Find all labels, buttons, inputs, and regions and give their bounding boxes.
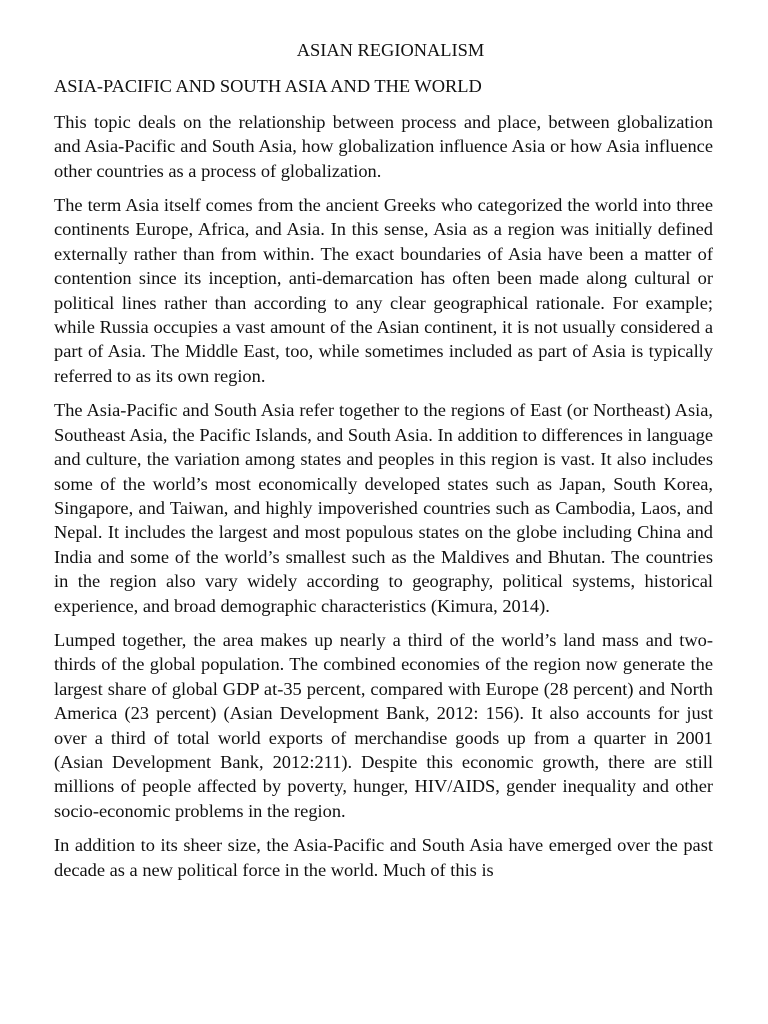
paragraph-economy: Lumped together, the area makes up nearly a third of the world’s land mass and two-thirds of the global population. The combined economies of the region now generate the largest share of global GDP at-35 percent, compared with Europe (28 percent) and North America (23 percent) (Asian Development Bank, 2012: 156). It also accounts for just over a third of total world exports of merchandise goods up from a quarter in 2001 (Asian Development Bank, 2012:211). Despite this economic growth, there are still millions of people affected by poverty, hunger, HIV/AIDS, gender inequality and other socio-economic problems in the region. xyxy=(54,629,713,821)
paragraph-regions: The Asia-Pacific and South Asia refer together to the regions of East (or Northeast) Asia, Southeast Asia, the Pacific Islands, and South Asia. In addition to differences in language and culture, the variation among states and peoples in this region is vast. It also includes some of the world’s most economically developed states such as Japan, South Korea, Singapore, and Taiwan, and highly impoverished countries such as Cambodia, Laos, and Nepal. It includes the largest and most populous states on the globe including China and India and some of the world’s smallest such as the Maldives and Bhutan. The countries in the region also vary widely according to geography, political systems, historical experience, and broad demographic characteristics (Kimura, 2014). xyxy=(54,400,713,616)
paragraph-political-force: In addition to its sheer size, the Asia-Pacific and South Asia have emerged over the past decade as a new political force in the world. Much of this is xyxy=(54,835,713,880)
document-subtitle: ASIA-PACIFIC AND SOUTH ASIA AND THE WORLD xyxy=(54,76,482,97)
paragraph-intro: This topic deals on the relationship between process and place, between globalization and Asia-Pacific and South Asia, how globalization influence Asia or how Asia influence other countries as a process of globalization. xyxy=(54,111,713,181)
document-title: ASIAN REGIONALISM xyxy=(296,40,485,60)
document-page xyxy=(54,38,713,892)
paragraph-term-asia: The term Asia itself comes from the ancient Greeks who categorized the world into three continents Europe, Africa, and Asia. In this sense, Asia as a region was initially defined externally rather than from within. The exact boundaries of Asia have been a matter of contention since its inception, anti-demarcation has often been made along cultural or political lines rather than according to any clear geographical rationale. For example; while Russia occupies a vast amount of the Asian continent, it is not usually considered a part of Asia. The Middle East, too, while sometimes included as part of Asia is typically referred to as its own region. xyxy=(54,195,713,386)
